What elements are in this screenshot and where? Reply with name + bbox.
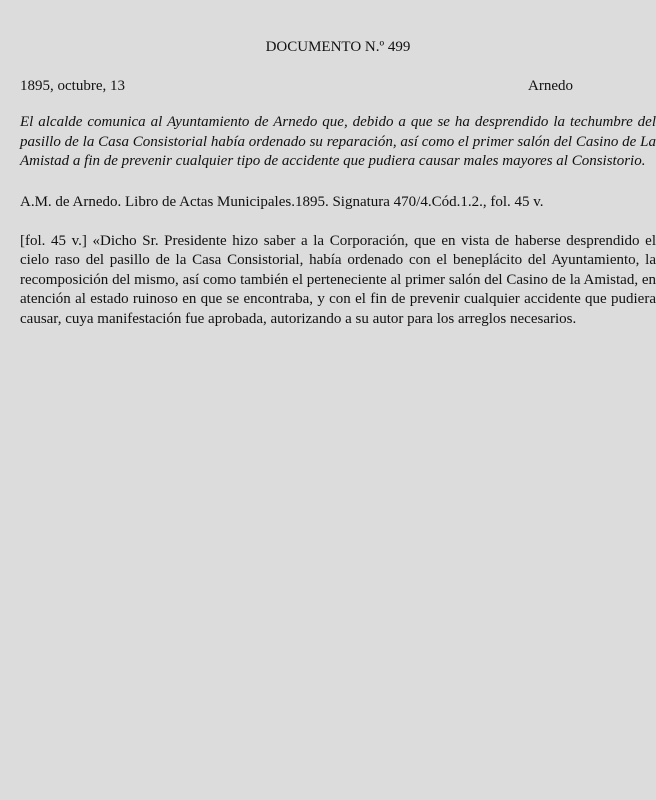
document-summary: El alcalde comunica al Ayuntamiento de Arnedo que, debido a que se ha desprendido la techumbre del pasillo de la Casa Consistorial había ordenado su reparación, así como el primer salón del Casino de La Amistad a fin de prevenir cualquier tipo de accidente que pudiera causar males mayores al Consistorio.	[20, 114, 656, 169]
document-page	[20, 37, 656, 329]
document-meta	[20, 76, 656, 96]
document-source: A.M. de Arnedo. Libro de Actas Municipales.1895. Signatura 470/4.Cód.1.2., fol. 45 v.	[20, 193, 544, 210]
document-date: 1895, octubre, 13	[20, 78, 125, 94]
document-place: Arnedo	[528, 78, 573, 94]
document-body: [fol. 45 v.] «Dicho Sr. Presidente hizo saber a la Corporación, que en vista de haberse desprendido el cielo raso del pasillo de la Casa Consistorial, había ordenado con el beneplácito del Ayuntamiento, la recomposición del mismo, así como también el perteneciente al primer salón del Casino de la Amistad, en atención al estado ruinoso en que se encontraba, y con el fin de prevenir cualquier accidente que pudiera causar, cuya manifestación fue aprobada, autorizando a su autor para los arreglos necesarios.	[20, 232, 656, 327]
document-title: DOCUMENTO N.º 499	[265, 39, 411, 55]
